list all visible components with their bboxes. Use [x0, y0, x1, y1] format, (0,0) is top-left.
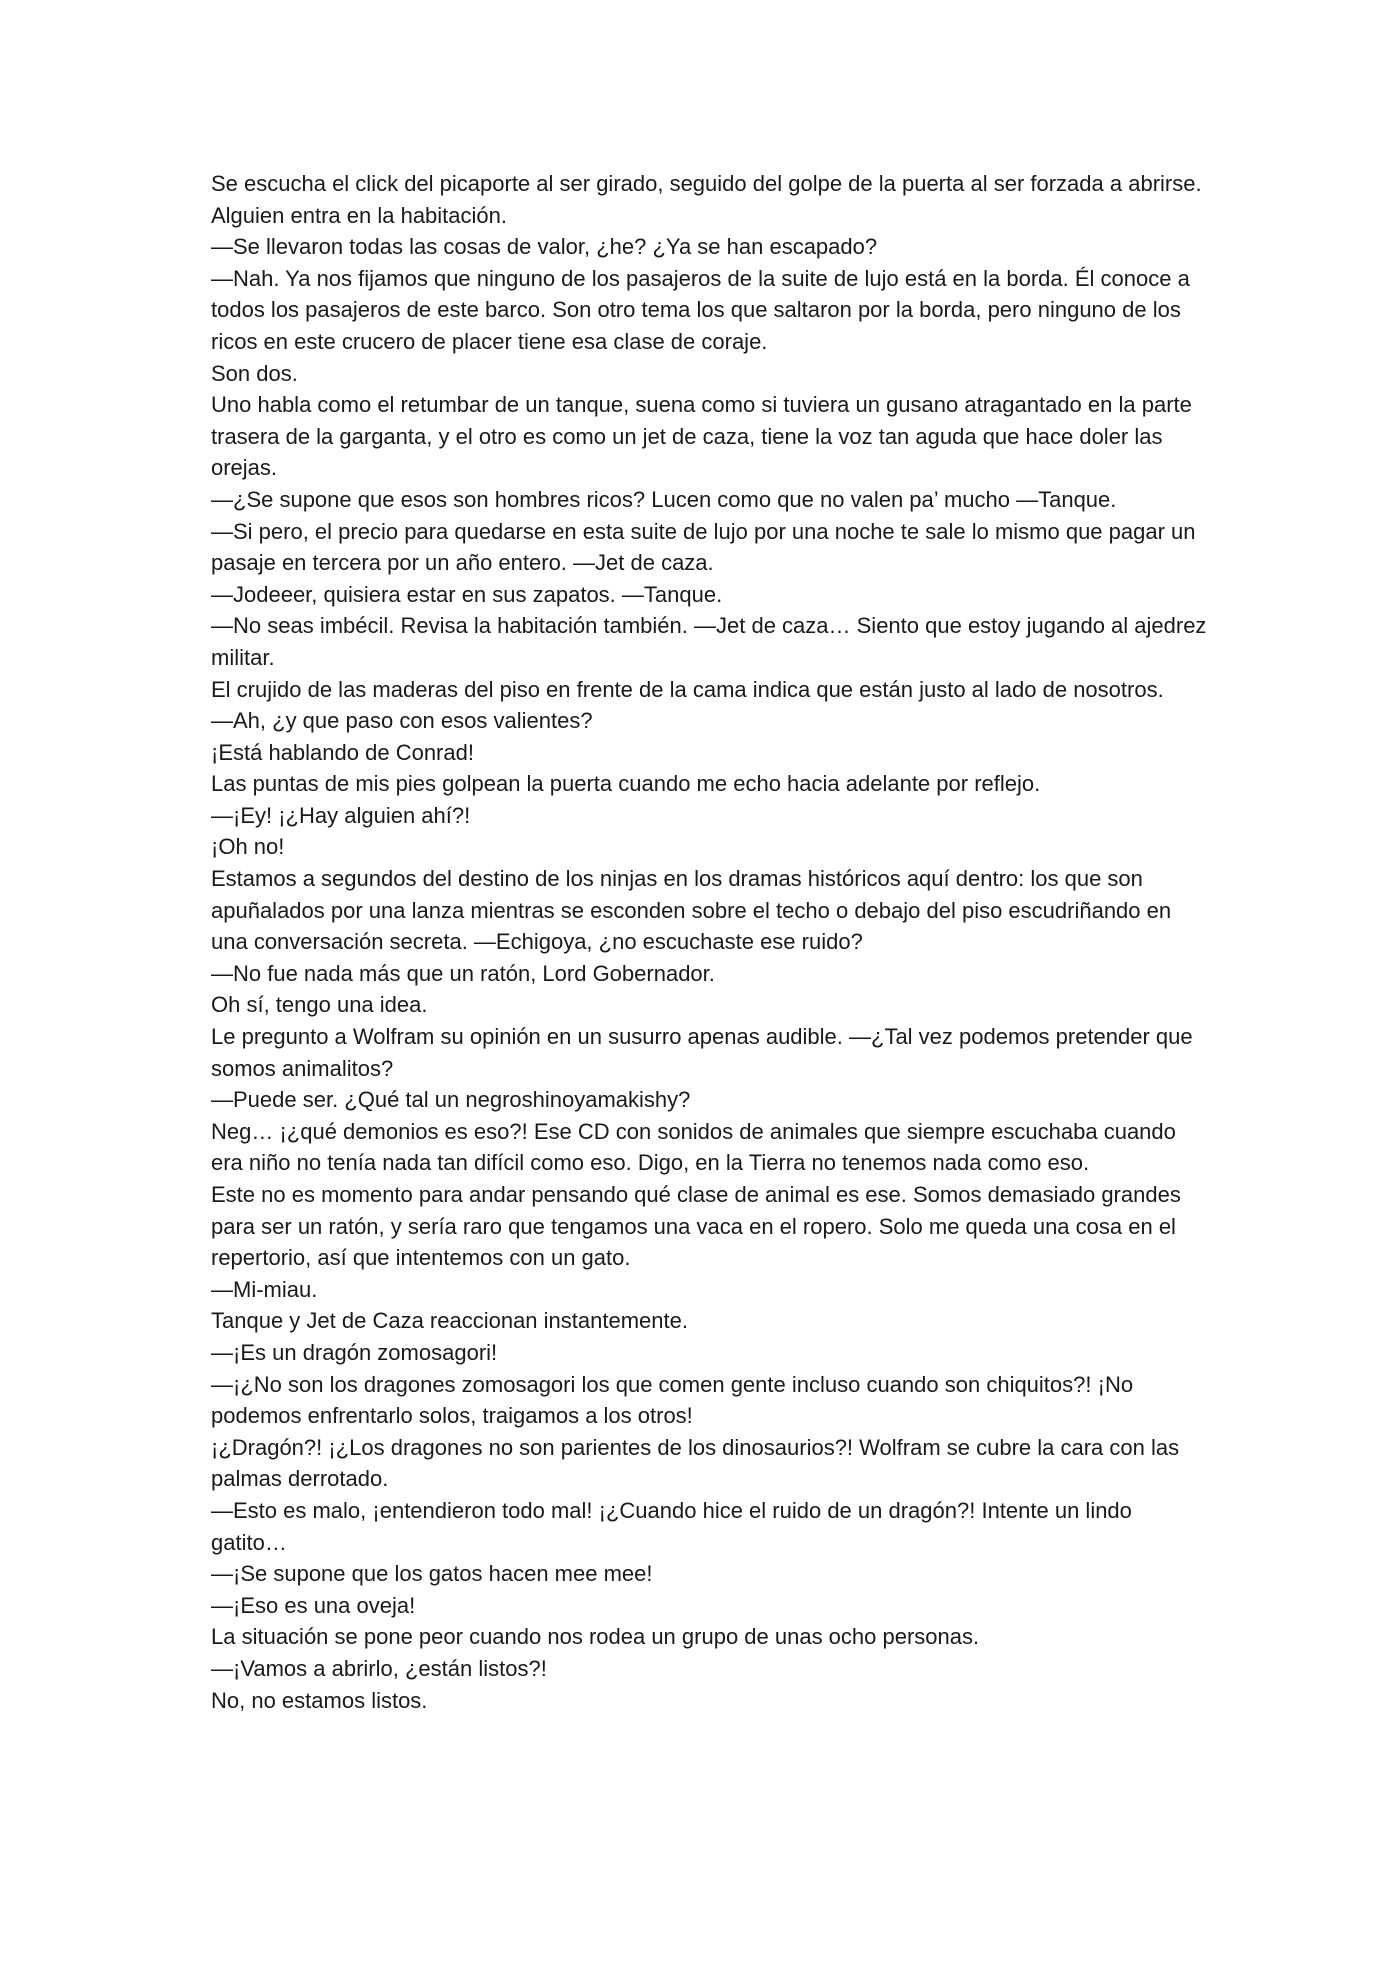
paragraph: ¡¿Dragón?! ¡¿Los dragones no son parientes de los dinosaurios?! Wolfram se cubre la cara con las palmas derrotado.	[211, 1434, 1180, 1492]
paragraph: Estamos a segundos del destino de los ninjas en los dramas históricos aquí dentro: los que son apuñalados por una lanza mientras se esconden sobre el techo o debajo del piso escudriñando en una conversación secreta. —Echigoya, ¿no escuchaste ese ruido?	[211, 866, 1172, 955]
story-text	[211, 168, 1211, 1716]
paragraph: —¡Vamos a abrirlo, ¿están listos?!	[211, 1655, 547, 1681]
paragraph: —Nah. Ya nos fijamos que ninguno de los pasajeros de la suite de lujo está en la borda. Él conoce a todos los pasajeros de este barco. Son otro tema los que saltaron por la borda, pero ninguno de los ricos en este crucero de placer tiene esa clase de coraje.	[211, 265, 1190, 354]
paragraph: Neg… ¡¿qué demonios es eso?! Ese CD con sonidos de animales que siempre escuchaba cuando era niño no tenía nada tan difícil como eso. Digo, en la Tierra no tenemos nada como eso.	[211, 1118, 1176, 1176]
paragraph: —Se llevaron todas las cosas de valor, ¿he? ¿Ya se han escapado?	[211, 234, 878, 260]
paragraph: Las puntas de mis pies golpean la puerta cuando me echo hacia adelante por reflejo.	[211, 771, 1041, 797]
paragraph: —Jodeeer, quisiera estar en sus zapatos. —Tanque.	[211, 581, 723, 607]
paragraph: Se escucha el click del picaporte al ser girado, seguido del golpe de la puerta al ser forzada a abrirse. Alguien entra en la habitación.	[211, 171, 1202, 228]
paragraph: Este no es momento para andar pensando qué clase de animal es ese. Somos demasiado grandes para ser un ratón, y sería raro que tengamos una vaca en el ropero. Solo me queda una cosa en el repertorio, así que intentemos con un gato.	[211, 1182, 1181, 1271]
paragraph: Uno habla como el retumbar de un tanque, suena como si tuviera un gusano atragantado en la parte trasera de la garganta, y el otro es como un jet de caza, tiene la voz tan aguda que hace doler las orejas.	[211, 392, 1192, 481]
paragraph: ¡Oh no!	[211, 834, 285, 860]
paragraph: —Mi-miau.	[211, 1276, 318, 1302]
paragraph: —¡Se supone que los gatos hacen mee mee!	[211, 1561, 653, 1587]
paragraph: —¡Es un dragón zomosagori!	[211, 1339, 498, 1365]
paragraph: —¿Se supone que esos son hombres ricos? Lucen como que no valen pa’ mucho —Tanque.	[211, 486, 1117, 512]
paragraph: —Esto es malo, ¡entendieron todo mal! ¡¿Cuando hice el ruido de un dragón?! Intente un lindo gatito…	[211, 1497, 1132, 1555]
paragraph: La situación se pone peor cuando nos rodea un grupo de unas ocho personas.	[211, 1624, 980, 1650]
paragraph: —Ah, ¿y que paso con esos valientes?	[211, 708, 593, 734]
paragraph: Tanque y Jet de Caza reaccionan instantemente.	[211, 1308, 688, 1334]
paragraph: No, no estamos listos.	[211, 1687, 428, 1713]
paragraph: —¡¿No son los dragones zomosagori los que comen gente incluso cuando son chiquitos?! ¡No podemos enfrentarlo solos, traigamos a los otros!	[211, 1371, 1134, 1429]
paragraph: —¡Ey! ¡¿Hay alguien ahí?!	[211, 802, 471, 828]
paragraph: —¡Eso es una oveja!	[211, 1592, 416, 1618]
paragraph: Son dos.	[211, 360, 298, 386]
paragraph: El crujido de las maderas del piso en frente de la cama indica que están justo al lado de nosotros.	[211, 676, 1164, 702]
paragraph: —No seas imbécil. Revisa la habitación también. —Jet de caza… Siento que estoy jugando al ajedrez militar.	[211, 613, 1207, 670]
paragraph: ¡Está hablando de Conrad!	[211, 739, 474, 765]
paragraph: Le pregunto a Wolfram su opinión en un susurro apenas audible. —¿Tal vez podemos pretender que somos animalitos?	[211, 1024, 1193, 1081]
paragraph: —Puede ser. ¿Qué tal un negroshinoyamakishy?	[211, 1087, 691, 1113]
paragraph: Oh sí, tengo una idea.	[211, 992, 428, 1018]
paragraph: —Si pero, el precio para quedarse en esta suite de lujo por una noche te sale lo mismo que pagar un pasaje en tercera por un año entero. —Jet de caza.	[211, 518, 1196, 576]
paragraph: —No fue nada más que un ratón, Lord Gobernador.	[211, 960, 715, 986]
